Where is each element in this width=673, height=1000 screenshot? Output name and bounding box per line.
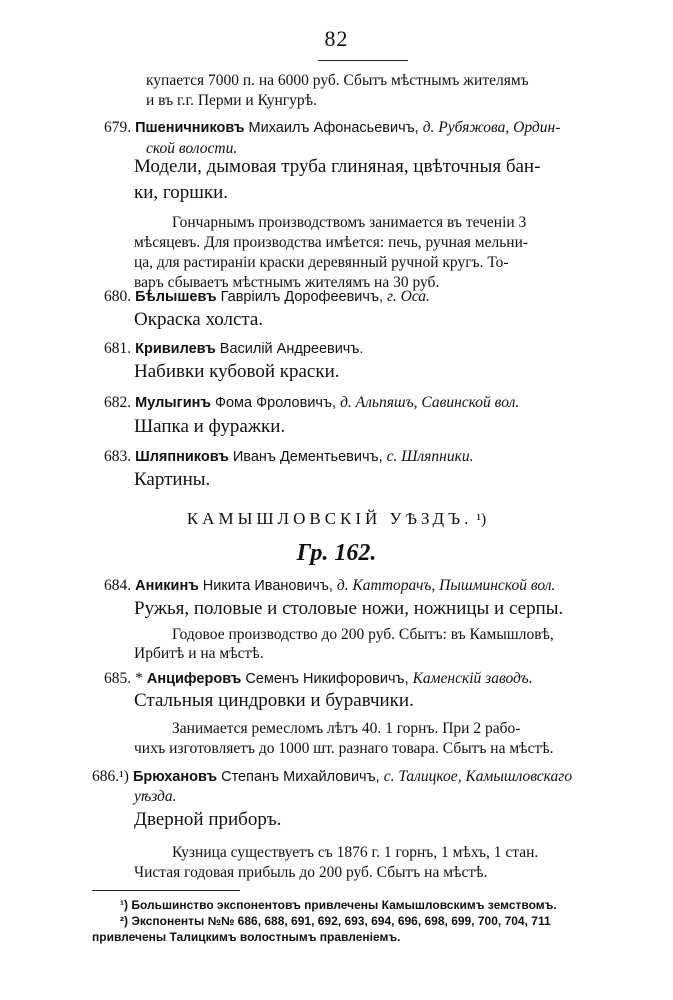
entry-679-header <box>104 119 560 137</box>
entry-given-name: Василій Андреевичъ. <box>219 341 364 357</box>
entry-place: с. Шляпники. <box>386 448 474 465</box>
entry-number: 680. <box>104 288 132 305</box>
entry-682-header <box>104 394 519 412</box>
header-rule <box>318 60 408 61</box>
section-heading <box>0 509 673 529</box>
continuation-line: и въ г.г. Перми и Кунгурѣ. <box>146 92 317 109</box>
entry-name: Брюхановъ <box>132 769 218 785</box>
entry-description: Гончарнымъ производствомъ занимается въ теченіи 3 <box>172 214 527 231</box>
footnote: ²) Экспоненты №№ 686, 688, 691, 692, 693, 694, 696, 698, 699, 700, 704, 711 <box>120 914 551 928</box>
entry-name: Анциферовъ <box>146 671 242 687</box>
entry-place: д. Катторачъ, Пышминской вол. <box>336 577 556 594</box>
entry-product: ки, горшки. <box>134 182 228 203</box>
group-title: Гр. 162. <box>296 540 377 566</box>
entry-name: Пшеничниковъ <box>135 120 245 136</box>
entry-description: Кузница существуетъ съ 1876 г. 1 горнъ, 1 мѣхъ, 1 стан. <box>172 844 539 861</box>
entry-name: Аникинъ <box>135 578 199 594</box>
entry-680-header <box>104 288 430 306</box>
continuation-line: купается 7000 п. на 6000 руб. Сбытъ мѣстнымъ жителямъ <box>146 72 529 89</box>
entry-product: Окраска холста. <box>134 309 264 330</box>
entry-footnote-mark: ¹) <box>119 768 129 785</box>
entry-description: мѣсяцевъ. Для производства имѣется: печь, ручная мельни- <box>134 234 529 251</box>
entry-686-header <box>92 768 572 786</box>
entry-product: Ружья, половые и столовые ножи, ножницы и серпы. <box>134 598 564 619</box>
entry-place-cont: ской волости. <box>146 140 238 157</box>
entry-place-cont: уѣзда. <box>134 788 177 805</box>
entry-description: Ирбитѣ и на мѣстѣ. <box>134 645 264 662</box>
entry-given-name: Степанъ Михайловичъ, <box>221 769 380 785</box>
entry-number: 682. <box>104 394 132 411</box>
section-title: КАМЫШЛОВСКІЙ УѢЗДЪ. <box>186 509 473 528</box>
entry-product: Набивки кубовой краски. <box>134 361 340 382</box>
entry-place: Каменскій заводъ. <box>412 670 533 687</box>
entry-number: 685. <box>104 670 132 687</box>
entry-product: Шапка и фуражки. <box>134 416 286 437</box>
entry-name: Кривилевъ <box>135 341 216 357</box>
entry-product: Картины. <box>134 469 211 490</box>
entry-name: Мулыгинъ <box>135 395 211 411</box>
footnote: привлечены Талицкимъ волостнымъ правленіемъ. <box>92 930 401 944</box>
entry-number: 679. <box>104 119 132 136</box>
entry-star: * <box>135 670 143 687</box>
entry-description: Занимается ремесломъ лѣтъ 40. 1 горнъ. При 2 рабо- <box>172 720 521 737</box>
entry-given-name: Михаилъ Афонасьевичъ, <box>248 120 419 136</box>
entry-given-name: Семенъ Никифоровичъ, <box>245 671 409 687</box>
entry-description: чихъ изготовляетъ до 1000 шт. разнаго товара. Сбытъ на мѣстѣ. <box>134 740 554 757</box>
entry-given-name: Гавріилъ Дорофеевичъ, <box>220 289 384 305</box>
footnote-rule <box>92 890 240 891</box>
entry-given-name: Фома Фроловичъ, <box>214 395 337 411</box>
section-footnote-mark: ¹) <box>476 511 487 528</box>
entry-place: д. Альпяшъ, Савинской вол. <box>340 394 520 411</box>
entry-684-header <box>104 577 555 595</box>
entry-description: варъ сбываетъ мѣстнымъ жителямъ на 30 руб. <box>134 274 440 291</box>
entry-name: Шляпниковъ <box>135 449 229 465</box>
entry-683-header <box>104 448 473 466</box>
entry-685-header <box>104 670 533 688</box>
entry-681-header <box>104 340 363 358</box>
entry-place: г. Оса. <box>387 288 430 305</box>
entry-name: Бѣлышевъ <box>135 289 217 305</box>
entry-product: Дверной приборъ. <box>134 809 282 830</box>
entry-place: с. Талицкое, Камышловскаго <box>383 768 573 785</box>
entry-given-name: Никита Ивановичъ, <box>202 578 333 594</box>
footnote: ¹) Большинство экспонентовъ привлечены Камышловскимъ земствомъ. <box>120 898 557 912</box>
entry-place: д. Рубяжова, Ордин- <box>422 119 561 136</box>
entry-description: Чистая годовая прибыль до 200 руб. Сбытъ на мѣстѣ. <box>134 864 488 881</box>
entry-number: 684. <box>104 577 132 594</box>
entry-description: ца, для растираніи краски деревянный ручной кругъ. То- <box>134 254 509 271</box>
entry-product: Модели, дымовая труба глиняная, цвѣточныя бан- <box>134 156 541 177</box>
entry-number: 686. <box>92 768 120 785</box>
entry-product: Стальныя циндровки и буравчики. <box>134 690 414 711</box>
entry-number: 681. <box>104 340 132 357</box>
entry-number: 683. <box>104 448 132 465</box>
entry-description: Годовое производство до 200 руб. Сбытъ: въ Камышловѣ, <box>172 626 554 643</box>
page-number: 82 <box>324 26 349 51</box>
entry-given-name: Иванъ Дементьевичъ, <box>232 449 383 465</box>
